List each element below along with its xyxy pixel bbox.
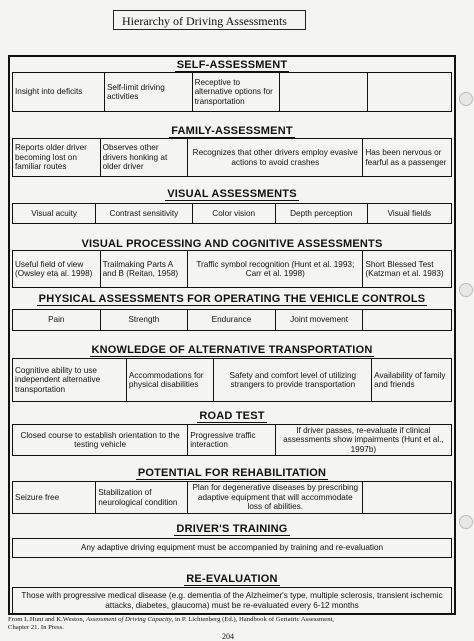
table-cell: Reports older driver becoming lost on familiar routes [13, 139, 101, 176]
citation-book-title: Assessment of Driving Capacity [86, 616, 172, 623]
section-header: VISUAL PROCESSING AND COGNITIVE ASSESSMENTS [81, 238, 383, 250]
table-cell: Recognizes that other drivers employ evasive actions to avoid crashes [188, 139, 363, 176]
citation-footer [8, 616, 334, 632]
table-cell: Stabilization of neurological condition [96, 482, 188, 513]
table-cell: Insight into deficits [13, 73, 105, 111]
citation-text: From L.Hunt and K.Weston, [8, 616, 87, 623]
table-cell: Contrast sensitivity [96, 204, 192, 223]
table-cell: Safety and comfort level of utilizing strangers to provide transportation [214, 359, 372, 401]
section-header: RE-EVALUATION [186, 573, 278, 585]
hierarchy-table [8, 55, 456, 615]
table-cell [363, 482, 451, 513]
table-cell: Any adaptive driving equipment must be accompanied by training and re-evaluation [80, 543, 384, 553]
table-cell: Depth perception [276, 204, 368, 223]
punch-hole-icon [459, 515, 473, 529]
table-cell: Those with progressive medical disease (e.g. dementia of the Alzheimer's type, multiple sclerosis, transient ischemic attacks, diabetes, glaucoma) must be re-evaluated every 6-12 months [21, 591, 443, 610]
document-title: Hierarchy of Driving Assessments [113, 10, 306, 30]
table-cell: Closed course to establish orientation to the testing vehicle [13, 425, 188, 455]
table-cell: Trailmaking Parts A and B (Reitan, 1958) [101, 251, 189, 287]
page-number: 204 [222, 632, 234, 641]
citation-text: , in P. Lichtenberg (Ed.), Handbook of Geriatric Assessment, [171, 616, 335, 623]
table-cell: Endurance [188, 310, 276, 330]
table-cell: Receptive to alternative options for transportation [193, 73, 281, 111]
table-cell: Observes other drivers honking at older driver [101, 139, 189, 176]
section-header: DRIVER'S TRAINING [176, 523, 288, 535]
table-cell: Accommodations for physical disabilities [127, 359, 215, 401]
table-cell: Plan for degenerative diseases by prescribing adaptive equipment that will accommodate loss of abilities. [188, 482, 363, 513]
table-cell: Visual acuity [13, 204, 96, 223]
table-cell: Seizure free [13, 482, 96, 513]
table-cell: Traffic symbol recognition (Hunt et al. 1993; Carr et al. 1998) [188, 251, 363, 287]
table-cell: Cognitive ability to use independent alternative transportation [13, 359, 127, 401]
table-cell: Short Blessed Test (Katzman et al. 1983) [365, 259, 444, 278]
section-header: ROAD TEST [199, 410, 265, 422]
table-cell: Availability of family and friends [374, 370, 446, 389]
table-cell: Pain [13, 310, 101, 330]
table-cell: Color vision [193, 204, 276, 223]
section-header: VISUAL ASSESSMENTS [167, 188, 297, 200]
citation-chapter: Chapter 21. In Press. [8, 624, 64, 631]
table-cell: Has been nervous or fearful as a passenger [365, 148, 447, 167]
section-header: POTENTIAL FOR REHABILITATION [137, 467, 327, 479]
table-cell: Visual fields [387, 208, 432, 218]
table-cell: Joint movement [276, 310, 364, 330]
section-header: FAMILY-ASSESSMENT [171, 125, 293, 137]
punch-hole-icon [459, 92, 473, 106]
table-cell: Strength [101, 310, 189, 330]
table-cell [280, 73, 368, 111]
section-header: KNOWLEDGE OF ALTERNATIVE TRANSPORTATION [91, 344, 373, 356]
table-cell: Progressive traffic interaction [188, 425, 276, 455]
table-cell [368, 73, 451, 111]
table-cell [363, 310, 451, 330]
section-header: PHYSICAL ASSESSMENTS FOR OPERATING THE VEHICLE CONTROLS [38, 293, 426, 305]
section-header: SELF-ASSESSMENT [176, 59, 288, 71]
table-cell: Self-limit driving activities [105, 73, 193, 111]
table-cell: Useful field of view (Owsley eta al. 1998) [13, 251, 101, 287]
table-cell: If driver passes, re-evaluate if clinical assessments show impairments (Hunt et al., 1997b) [283, 425, 444, 454]
punch-hole-icon [459, 283, 473, 297]
